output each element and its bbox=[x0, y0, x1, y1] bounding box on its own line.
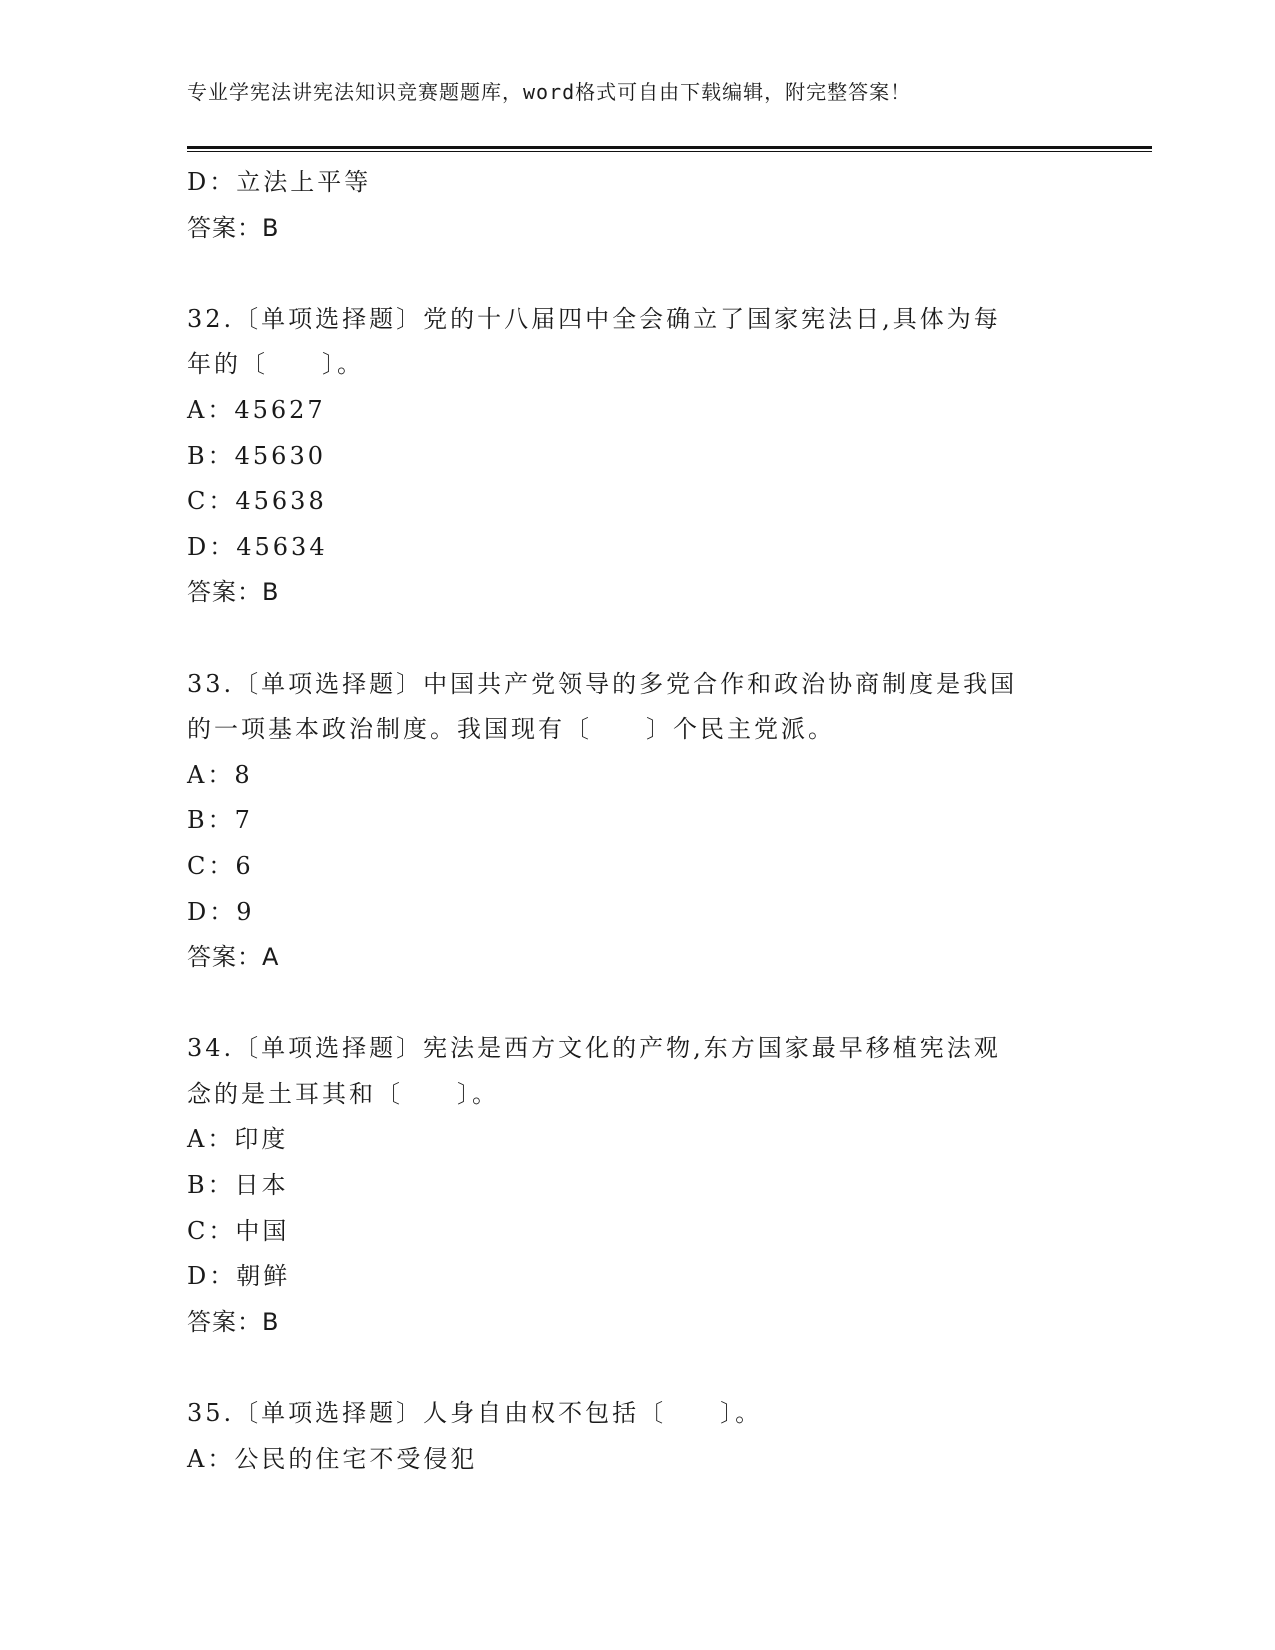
question-stem: 32.〔单项选择题〕党的十八届四中全会确立了国家宪法日,具体为每 bbox=[187, 304, 1001, 333]
option-a: A：印度 bbox=[187, 1125, 289, 1154]
answer-line: 答案：A bbox=[187, 943, 280, 972]
answer-line: 答案：B bbox=[187, 1307, 280, 1336]
option-b: B：日本 bbox=[187, 1171, 289, 1200]
option-a: A：公民的住宅不受侵犯 bbox=[187, 1444, 478, 1473]
question-stem-continued: 的一项基本政治制度。我国现有〔 〕个民主党派。 bbox=[187, 715, 835, 744]
option-a: A：45627 bbox=[187, 395, 326, 424]
question-stem: 34.〔单项选择题〕宪法是西方文化的产物,东方国家最早移植宪法观 bbox=[187, 1034, 1001, 1063]
spacer bbox=[187, 1345, 1087, 1391]
page-header: 专业学宪法讲宪法知识竞赛题题库，word格式可自由下载编辑，附完整答案！ bbox=[187, 80, 912, 104]
spacer bbox=[187, 251, 1087, 297]
question-stem: 33.〔单项选择题〕中国共产党领导的多党合作和政治协商制度是我国 bbox=[187, 669, 1018, 698]
option-b: B：45630 bbox=[187, 441, 326, 470]
question-stem: 35.〔单项选择题〕人身自由权不包括〔 〕。 bbox=[187, 1399, 763, 1428]
answer-line: 答案：B bbox=[187, 213, 280, 242]
option-d: D：45634 bbox=[187, 532, 328, 561]
spacer bbox=[187, 981, 1087, 1027]
question-list bbox=[187, 160, 1087, 1482]
header-divider-thin bbox=[187, 151, 1152, 152]
option-c: C：45638 bbox=[187, 487, 327, 516]
option-d: D：立法上平等 bbox=[187, 168, 372, 196]
spacer bbox=[187, 616, 1087, 662]
option-b: B：7 bbox=[187, 806, 253, 835]
answer-line: 答案：B bbox=[187, 578, 280, 607]
option-a: A：8 bbox=[187, 760, 253, 789]
option-c: C：6 bbox=[187, 851, 254, 880]
header-divider-thick bbox=[187, 146, 1152, 149]
question-stem-continued: 念的是土耳其和〔 〕。 bbox=[187, 1079, 499, 1108]
option-d: D：朝鲜 bbox=[187, 1262, 291, 1291]
question-stem-continued: 年的〔 〕。 bbox=[187, 350, 364, 379]
option-c: C：中国 bbox=[187, 1216, 290, 1245]
option-d: D：9 bbox=[187, 897, 255, 926]
